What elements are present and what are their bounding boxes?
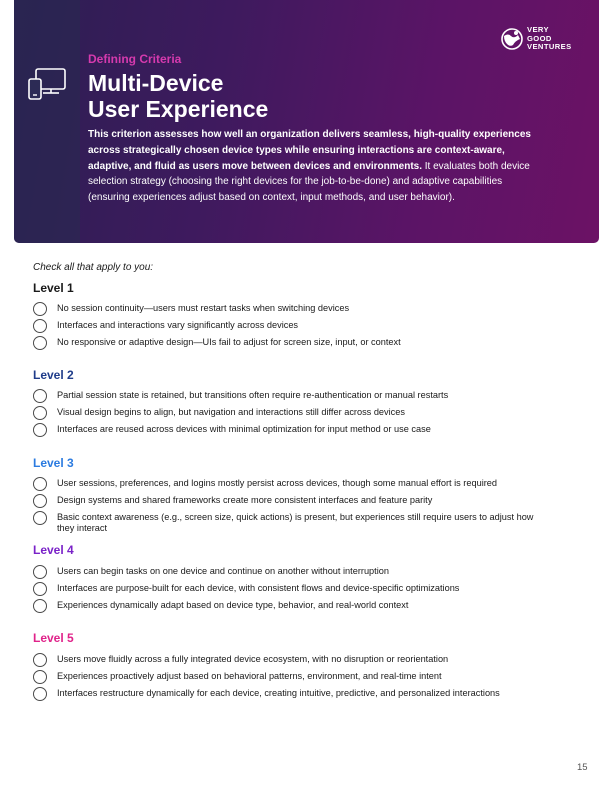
logo-wordmark <box>527 26 572 52</box>
checklist-item-label: User sessions, preferences, and logins mostly persist across devices, though some manual effort is required <box>57 478 498 488</box>
checkbox-circle[interactable] <box>33 494 47 508</box>
checklist-item-label: Partial session state is retained, but transitions often require re-authentication or manual restarts <box>57 390 449 400</box>
header-sidebar <box>14 0 80 243</box>
criterion-description <box>88 127 534 206</box>
checklist-item[interactable] <box>33 302 543 318</box>
checkbox-circle[interactable] <box>33 302 47 316</box>
checkbox-circle[interactable] <box>33 319 47 333</box>
page-title <box>88 70 268 122</box>
checklist-item-label: Interfaces and interactions vary significantly across devices <box>57 320 299 330</box>
check-all-instruction: Check all that apply to you: <box>33 262 154 273</box>
checklist-item[interactable] <box>33 599 543 615</box>
level-3-title: Level 3 <box>33 456 74 470</box>
checklist-item[interactable] <box>33 687 543 703</box>
eyebrow-label: Defining Criteria <box>88 52 182 66</box>
checkbox-circle[interactable] <box>33 389 47 403</box>
description-rest: It evaluates both device selection strategy (choosing the right devices for the job-to-be-done) and adaptive capabilities (ensuring experiences adjust based on context, input methods, and user behavior). <box>88 160 530 204</box>
level-5-title: Level 5 <box>33 631 74 645</box>
checklist-item-label: No responsive or adaptive design—UIs fail to adjust for screen size, input, or context <box>57 337 401 347</box>
level-1-title: Level 1 <box>33 281 74 295</box>
title-line: Multi-Device <box>88 70 224 96</box>
checklist-item-label: Experiences dynamically adapt based on device type, behavior, and real-world context <box>57 600 409 610</box>
logo-line: GOOD <box>527 33 552 43</box>
checklist-item[interactable] <box>33 670 543 686</box>
checklist-item-label: Interfaces restructure dynamically for each device, creating intuitive, predictive, and personalized interactions <box>57 688 500 698</box>
checklist-item[interactable] <box>33 423 543 439</box>
title-line: User Experience <box>88 96 269 122</box>
logo-line: VERY <box>527 25 549 34</box>
checklist-item-label: Interfaces are reused across devices with minimal optimization for input method or use case <box>57 424 431 434</box>
checklist-item-label: Users can begin tasks on one device and continue on another without interruption <box>57 566 389 576</box>
checklist-item-label: Design systems and shared frameworks create more consistent interfaces and feature parity <box>57 495 433 505</box>
checklist-item[interactable] <box>33 336 543 352</box>
checklist-item[interactable] <box>33 406 543 422</box>
checklist-item[interactable] <box>33 653 543 669</box>
checkbox-circle[interactable] <box>33 653 47 667</box>
checklist-item[interactable] <box>33 511 543 535</box>
page-number: 15 <box>577 762 588 773</box>
description-bold: This criterion assesses how well an organization delivers seamless, high-quality experiences across strategically chosen device types while ensuring interactions are context-aware, adaptive, and fluid as users move between devices and environments. <box>88 129 531 172</box>
checklist-item[interactable] <box>33 389 543 405</box>
checkbox-circle[interactable] <box>33 565 47 579</box>
checkbox-circle[interactable] <box>33 670 47 684</box>
globe-logo-icon <box>500 27 524 51</box>
checkbox-circle[interactable] <box>33 477 47 491</box>
checklist-item-label: Visual design begins to align, but navigation and interactions still differ across devices <box>57 407 405 417</box>
checkbox-circle[interactable] <box>33 599 47 613</box>
checklist-item-label: Interfaces are purpose-built for each device, with consistent flows and device-specific optimizations <box>57 583 460 593</box>
multi-device-icon <box>27 67 67 101</box>
level-4-title: Level 4 <box>33 543 74 557</box>
checklist-item-label: Experiences proactively adjust based on behavioral patterns, environment, and real-time intent <box>57 671 442 681</box>
checklist-item[interactable] <box>33 565 543 581</box>
very-good-ventures-logo <box>500 25 590 55</box>
checklist-item-label: Basic context awareness (e.g., screen size, quick actions) is present, but experiences still require users to adjust how they interact <box>57 512 534 533</box>
level-2-title: Level 2 <box>33 368 74 382</box>
logo-line: VENTURES <box>527 42 572 52</box>
checkbox-circle[interactable] <box>33 511 47 525</box>
checkbox-circle[interactable] <box>33 423 47 437</box>
header-banner <box>14 0 599 243</box>
checklist-item[interactable] <box>33 494 543 510</box>
checklist-item[interactable] <box>33 582 543 598</box>
checkbox-circle[interactable] <box>33 687 47 701</box>
checklist-item-label: No session continuity—users must restart tasks when switching devices <box>57 303 350 313</box>
checklist-item-label: Users move fluidly across a fully integrated device ecosystem, with no disruption or reorientation <box>57 654 449 664</box>
checklist-item[interactable] <box>33 477 543 493</box>
checkbox-circle[interactable] <box>33 336 47 350</box>
checkbox-circle[interactable] <box>33 582 47 596</box>
checklist-item[interactable] <box>33 319 543 335</box>
checkbox-circle[interactable] <box>33 406 47 420</box>
